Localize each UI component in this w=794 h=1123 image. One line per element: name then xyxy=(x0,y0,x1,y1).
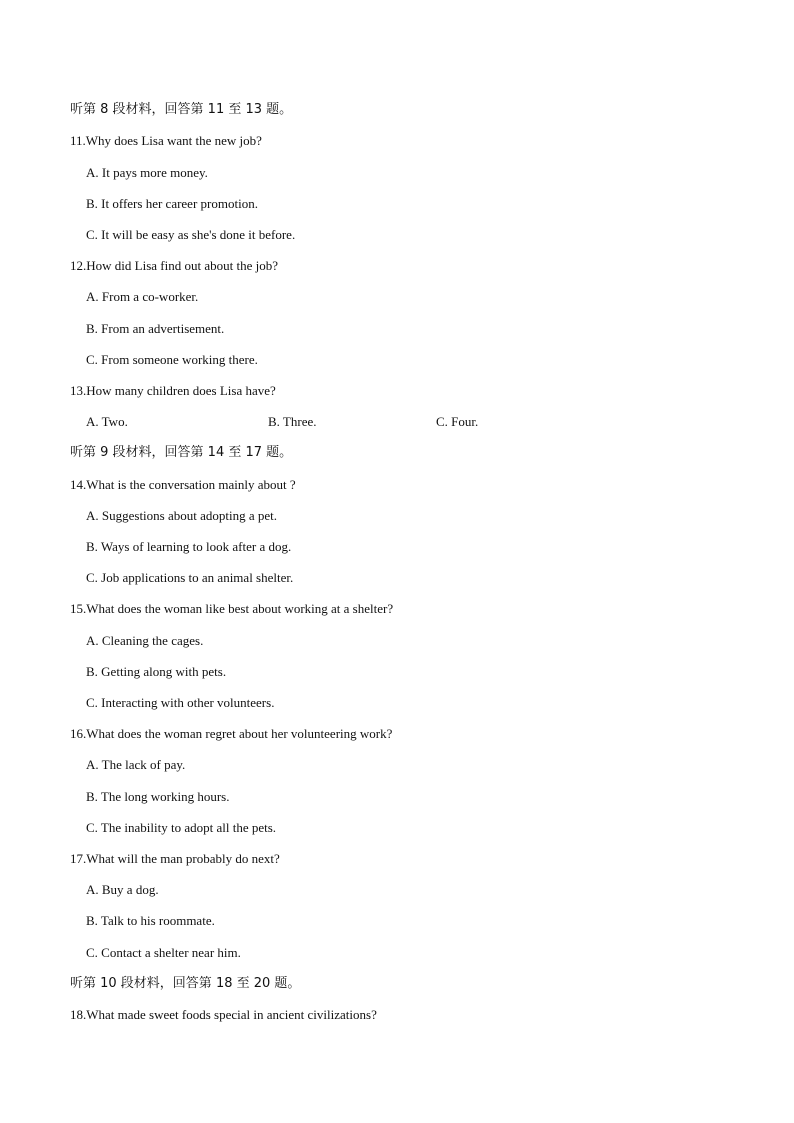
question-14-option-c: C. Job applications to an animal shelter. xyxy=(86,570,294,585)
question-17: 17.What will the man probably do next? xyxy=(70,851,280,866)
question-13: 13.How many children does Lisa have? xyxy=(70,383,276,398)
question-14: 14.What is the conversation mainly about ? xyxy=(70,477,296,492)
question-12-option-c: C. From someone working there. xyxy=(86,352,258,367)
question-15-option-b: B. Getting along with pets. xyxy=(86,664,227,679)
section-10-heading: 听第 10 段材料，回答第 18 至 20 题。 xyxy=(70,976,301,991)
question-13-option-a: A. Two. xyxy=(86,414,128,429)
question-12-option-a: A. From a co-worker. xyxy=(86,289,199,304)
question-12-option-b: B. From an advertisement. xyxy=(86,321,225,336)
question-15: 15.What does the woman like best about working at a shelter? xyxy=(70,601,394,616)
question-17-option-b: B. Talk to his roommate. xyxy=(86,913,215,928)
question-16-option-b: B. The long working hours. xyxy=(86,789,230,804)
question-13-option-c: C. Four. xyxy=(436,414,479,429)
question-11-option-a: A. It pays more money. xyxy=(86,165,208,180)
question-16-option-c: C. The inability to adopt all the pets. xyxy=(86,820,277,835)
question-14-option-b: B. Ways of learning to look after a dog. xyxy=(86,539,292,554)
question-17-option-c: C. Contact a shelter near him. xyxy=(86,945,241,960)
question-17-option-a: A. Buy a dog. xyxy=(86,882,159,897)
section-8-heading: 听第 8 段材料，回答第 11 至 13 题。 xyxy=(70,102,293,117)
question-14-option-a: A. Suggestions about adopting a pet. xyxy=(86,508,278,523)
question-18: 18.What made sweet foods special in ancient civilizations? xyxy=(70,1007,377,1022)
question-12: 12.How did Lisa find out about the job? xyxy=(70,258,278,273)
question-16-option-a: A. The lack of pay. xyxy=(86,757,186,772)
question-15-option-a: A. Cleaning the cages. xyxy=(86,633,204,648)
question-15-option-c: C. Interacting with other volunteers. xyxy=(86,695,275,710)
question-16: 16.What does the woman regret about her volunteering work? xyxy=(70,726,393,741)
question-11: 11.Why does Lisa want the new job? xyxy=(70,133,262,148)
question-11-option-b: B. It offers her career promotion. xyxy=(86,196,258,211)
section-9-heading: 听第 9 段材料，回答第 14 至 17 题。 xyxy=(70,445,293,460)
question-11-option-c: C. It will be easy as she's done it before. xyxy=(86,227,296,242)
question-13-option-b: B. Three. xyxy=(268,414,317,429)
